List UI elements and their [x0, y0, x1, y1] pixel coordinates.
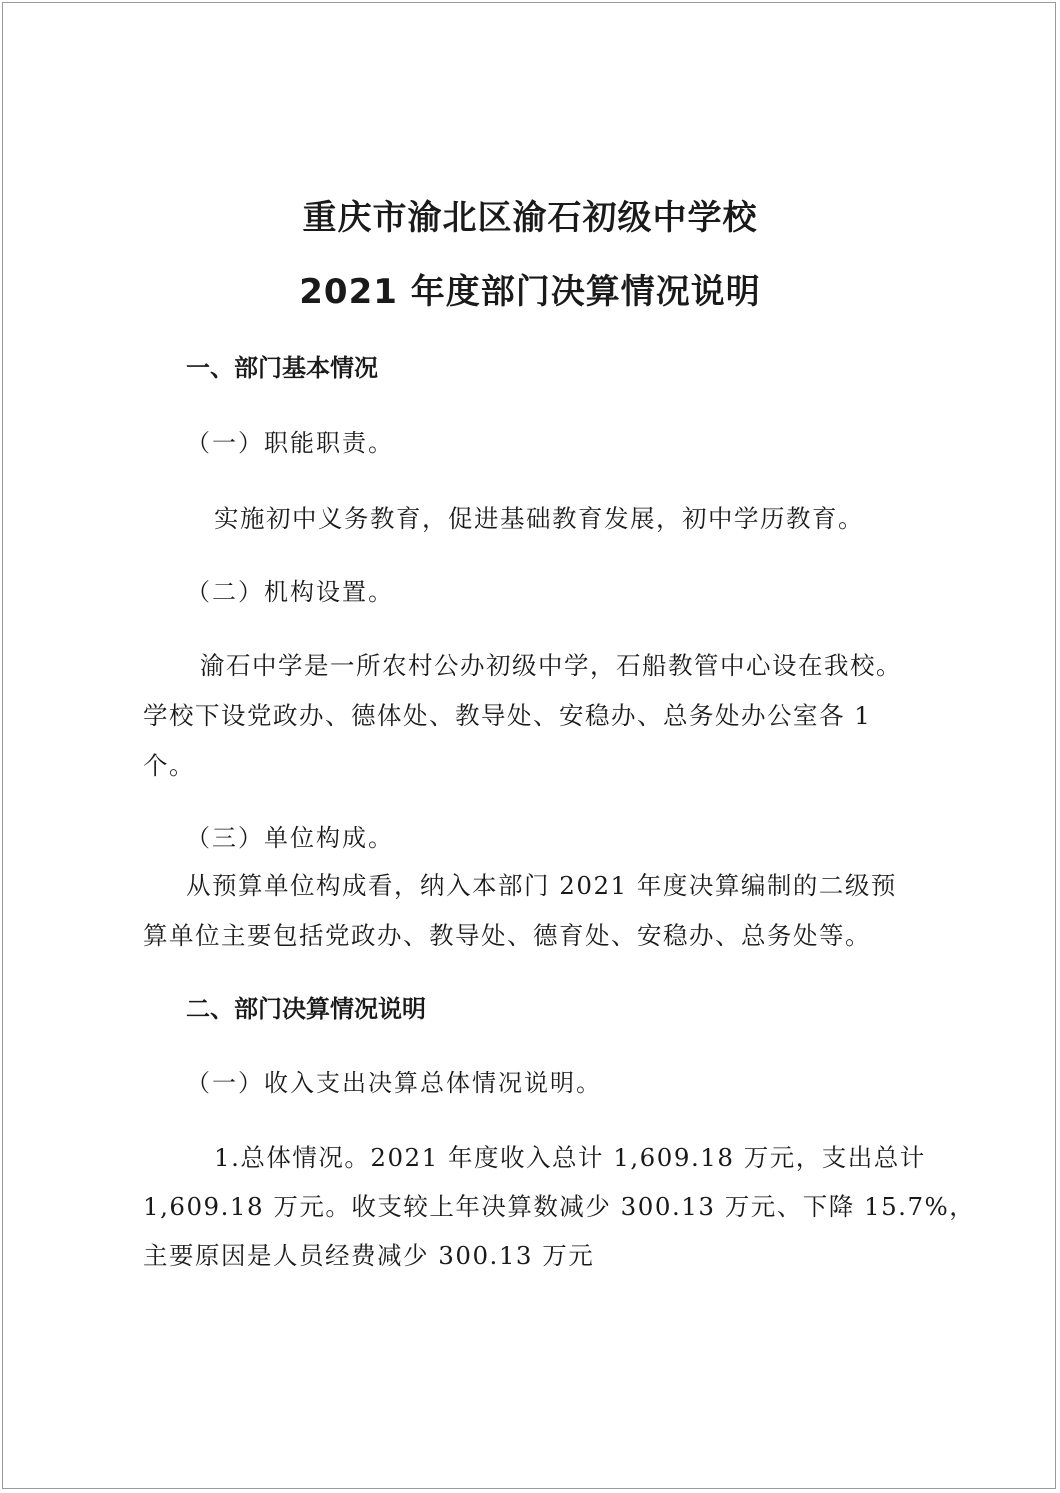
- document-subtitle: 2021 年度部门决算情况说明: [299, 272, 761, 312]
- paragraph-line: 1,609.18 万元。收支较上年决算数减少 300.13 万元、下降 15.7%，: [143, 1192, 976, 1221]
- section-heading-final-accounts: 二、部门决算情况说明: [186, 995, 426, 1023]
- paragraph-line: 学校下设党政办、德体处、教导处、安稳办、总务处办公室各 1: [143, 701, 872, 730]
- paragraph-line: 实施初中义务教育，促进基础教育发展，初中学历教育。: [214, 504, 864, 533]
- subsection-heading-functions: （一）职能职责。: [186, 429, 394, 457]
- paragraph-line: 算单位主要包括党政办、教导处、德育处、安稳办、总务处等。: [143, 921, 871, 950]
- paragraph-line: 渝石中学是一所农村公办初级中学，石船教管中心设在我校。: [200, 651, 902, 680]
- subsection-heading-composition: （三）单位构成。: [186, 824, 394, 852]
- paragraph-line: 1.总体情况。2021 年度收入总计 1,609.18 万元，支出总计: [214, 1143, 926, 1172]
- paragraph-line: 从预算单位构成看，纳入本部门 2021 年度决算编制的二级预: [186, 871, 897, 900]
- paragraph-line: 个。: [143, 751, 195, 780]
- paragraph-line: 主要原因是人员经费减少 300.13 万元: [143, 1241, 595, 1270]
- subsection-heading-income-expenditure: （一）收入支出决算总体情况说明。: [186, 1069, 602, 1097]
- section-heading-basic-info: 一、部门基本情况: [186, 354, 378, 382]
- subsection-heading-organization: （二）机构设置。: [186, 578, 394, 606]
- document-title: 重庆市渝北区渝石初级中学校: [302, 198, 758, 238]
